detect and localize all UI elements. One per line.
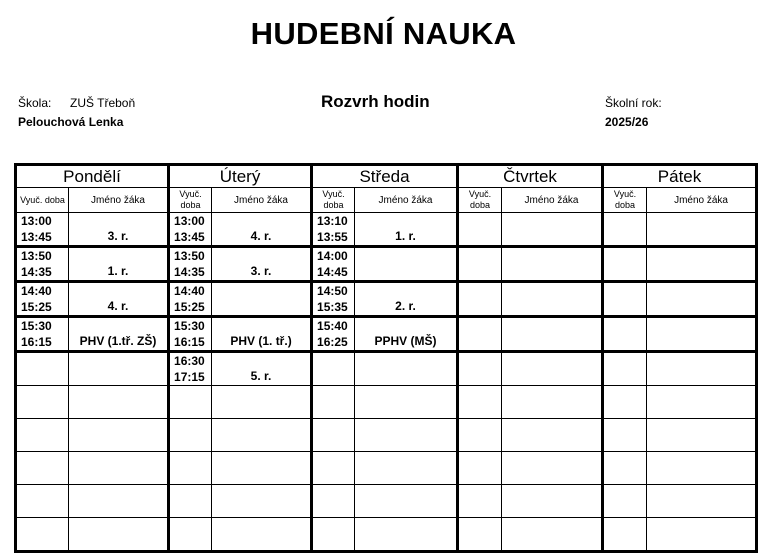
student-name: 1. r. bbox=[107, 264, 129, 278]
lesson-start: 13:00 bbox=[174, 214, 205, 228]
school-label: Škola: bbox=[18, 96, 52, 110]
student-name: 1. r. bbox=[395, 229, 416, 243]
student-cell bbox=[355, 352, 458, 386]
page-title: HUDEBNÍ NAUKA bbox=[250, 16, 517, 51]
time-cell bbox=[312, 518, 355, 552]
time-cell bbox=[458, 282, 502, 317]
lesson-end: 13:45 bbox=[174, 230, 205, 244]
lesson-end: 15:25 bbox=[174, 300, 205, 314]
time-cell bbox=[169, 317, 212, 352]
time-cell bbox=[603, 419, 647, 452]
time-cell bbox=[458, 452, 502, 485]
student-cell bbox=[502, 485, 603, 518]
lesson-end: 15:25 bbox=[21, 300, 52, 314]
lesson-end: 15:35 bbox=[317, 300, 348, 314]
time-cell bbox=[458, 317, 502, 352]
student-cell bbox=[69, 282, 169, 317]
time-cell bbox=[312, 282, 355, 317]
schedule-row bbox=[16, 485, 757, 518]
student-name: 3. r. bbox=[107, 229, 129, 243]
lesson-start: 13:50 bbox=[174, 249, 205, 263]
student-cell bbox=[212, 452, 312, 485]
student-cell bbox=[355, 282, 458, 317]
school-year-label: Školní rok: bbox=[605, 96, 662, 110]
time-cell bbox=[458, 386, 502, 419]
student-cell bbox=[212, 282, 312, 317]
schedule-row bbox=[16, 419, 757, 452]
time-cell bbox=[169, 386, 212, 419]
time-cell bbox=[603, 317, 647, 352]
lesson-start: 13:50 bbox=[21, 249, 52, 263]
lesson-start: 14:00 bbox=[317, 249, 348, 263]
time-cell bbox=[312, 452, 355, 485]
student-cell bbox=[647, 213, 757, 247]
student-cell bbox=[355, 518, 458, 552]
student-name: PPHV (MŠ) bbox=[374, 334, 437, 348]
schedule-row bbox=[16, 282, 757, 317]
student-cell bbox=[69, 247, 169, 282]
time-cell bbox=[16, 386, 69, 419]
time-cell bbox=[458, 419, 502, 452]
student-cell bbox=[502, 317, 603, 352]
student-cell bbox=[69, 452, 169, 485]
lesson-start: 14:40 bbox=[21, 284, 52, 298]
lesson-start: 16:30 bbox=[174, 354, 205, 368]
schedule-row bbox=[16, 213, 757, 247]
student-cell bbox=[355, 419, 458, 452]
col-time-header: Vyuč. doba bbox=[312, 188, 355, 213]
student-name: 5. r. bbox=[250, 369, 272, 383]
student-cell bbox=[69, 518, 169, 552]
student-cell bbox=[212, 386, 312, 419]
student-cell bbox=[647, 452, 757, 485]
student-cell bbox=[502, 452, 603, 485]
time-cell bbox=[603, 485, 647, 518]
time-cell bbox=[603, 247, 647, 282]
student-cell bbox=[212, 213, 312, 247]
student-cell bbox=[212, 317, 312, 352]
col-time-header: Vyuč. doba bbox=[169, 188, 212, 213]
student-cell bbox=[647, 247, 757, 282]
student-cell bbox=[502, 282, 603, 317]
student-cell bbox=[647, 317, 757, 352]
time-cell bbox=[458, 485, 502, 518]
student-cell bbox=[355, 485, 458, 518]
student-cell bbox=[502, 213, 603, 247]
student-cell bbox=[69, 317, 169, 352]
lesson-start: 15:30 bbox=[174, 319, 205, 333]
student-name: PHV (1.tř. ZŠ) bbox=[79, 334, 157, 348]
time-cell bbox=[458, 213, 502, 247]
time-cell bbox=[603, 452, 647, 485]
time-cell bbox=[16, 247, 69, 282]
schedule-row bbox=[16, 518, 757, 552]
student-cell bbox=[69, 485, 169, 518]
time-cell bbox=[312, 213, 355, 247]
student-cell bbox=[212, 518, 312, 552]
time-cell bbox=[169, 213, 212, 247]
student-cell bbox=[647, 419, 757, 452]
schedule-row bbox=[16, 386, 757, 419]
student-name: PHV (1. tř.) bbox=[230, 334, 292, 348]
time-cell bbox=[169, 282, 212, 317]
time-cell bbox=[169, 352, 212, 386]
time-cell bbox=[169, 452, 212, 485]
time-cell bbox=[16, 518, 69, 552]
student-cell bbox=[647, 282, 757, 317]
time-cell bbox=[603, 352, 647, 386]
school-year-value: 2025/26 bbox=[605, 115, 649, 129]
time-cell bbox=[458, 518, 502, 552]
time-cell bbox=[169, 485, 212, 518]
schedule-row bbox=[16, 247, 757, 282]
col-name-header: Jméno žáka bbox=[355, 188, 458, 213]
day-thursday: Čtvrtek bbox=[458, 165, 603, 188]
student-cell bbox=[212, 485, 312, 518]
teacher-name: Pelouchová Lenka bbox=[18, 115, 124, 129]
student-name: 2. r. bbox=[395, 299, 416, 313]
student-cell bbox=[212, 352, 312, 386]
student-cell bbox=[69, 352, 169, 386]
time-cell bbox=[16, 282, 69, 317]
lesson-end: 13:45 bbox=[21, 230, 52, 244]
col-name-header: Jméno žáka bbox=[69, 188, 169, 213]
lesson-start: 13:00 bbox=[21, 214, 52, 228]
time-cell bbox=[603, 518, 647, 552]
time-cell bbox=[16, 485, 69, 518]
student-cell bbox=[355, 317, 458, 352]
lesson-start: 15:30 bbox=[21, 319, 52, 333]
time-cell bbox=[16, 452, 69, 485]
time-cell bbox=[603, 282, 647, 317]
lesson-end: 13:55 bbox=[317, 230, 348, 244]
student-cell bbox=[69, 213, 169, 247]
time-cell bbox=[16, 317, 69, 352]
student-cell bbox=[355, 452, 458, 485]
student-cell bbox=[502, 386, 603, 419]
time-cell bbox=[312, 419, 355, 452]
time-cell bbox=[312, 352, 355, 386]
student-name: 4. r. bbox=[250, 229, 272, 243]
day-friday: Pátek bbox=[603, 165, 757, 188]
student-cell bbox=[502, 352, 603, 386]
time-cell bbox=[312, 485, 355, 518]
day-tuesday: Úterý bbox=[169, 165, 312, 188]
lesson-end: 16:25 bbox=[317, 335, 348, 349]
student-cell bbox=[69, 386, 169, 419]
student-cell bbox=[502, 247, 603, 282]
time-cell bbox=[458, 247, 502, 282]
student-cell bbox=[355, 213, 458, 247]
lesson-end: 17:15 bbox=[174, 370, 205, 384]
student-cell bbox=[212, 247, 312, 282]
student-cell bbox=[502, 419, 603, 452]
time-cell bbox=[312, 386, 355, 419]
lesson-end: 16:15 bbox=[174, 335, 205, 349]
schedule-row bbox=[16, 452, 757, 485]
col-time-header: Vyuč. doba bbox=[603, 188, 647, 213]
time-cell bbox=[312, 247, 355, 282]
student-name: 3. r. bbox=[250, 264, 272, 278]
schedule-table bbox=[14, 163, 758, 553]
day-monday: Pondělí bbox=[16, 165, 169, 188]
lesson-end: 14:35 bbox=[174, 265, 205, 279]
time-cell bbox=[16, 213, 69, 247]
student-cell bbox=[647, 485, 757, 518]
student-cell bbox=[212, 419, 312, 452]
student-name: 4. r. bbox=[107, 299, 129, 313]
student-cell bbox=[355, 247, 458, 282]
lesson-start: 13:10 bbox=[317, 214, 348, 228]
lesson-end: 14:45 bbox=[317, 265, 348, 279]
schedule-row bbox=[16, 317, 757, 352]
student-cell bbox=[647, 386, 757, 419]
lesson-end: 14:35 bbox=[21, 265, 52, 279]
time-cell bbox=[603, 386, 647, 419]
student-cell bbox=[355, 386, 458, 419]
time-cell bbox=[169, 419, 212, 452]
col-name-header: Jméno žáka bbox=[647, 188, 757, 213]
time-cell bbox=[169, 247, 212, 282]
student-cell bbox=[69, 419, 169, 452]
school-value: ZUŠ Třeboň bbox=[70, 96, 136, 110]
time-cell bbox=[16, 419, 69, 452]
col-time-header: Vyuč. doba bbox=[458, 188, 502, 213]
time-cell bbox=[603, 213, 647, 247]
time-cell bbox=[16, 352, 69, 386]
col-name-header: Jméno žáka bbox=[212, 188, 312, 213]
student-cell bbox=[647, 518, 757, 552]
day-wednesday: Středa bbox=[312, 165, 458, 188]
time-cell bbox=[458, 352, 502, 386]
schedule-subtitle: Rozvrh hodin bbox=[321, 92, 430, 111]
student-cell bbox=[502, 518, 603, 552]
student-cell bbox=[647, 352, 757, 386]
col-name-header: Jméno žáka bbox=[502, 188, 603, 213]
time-cell bbox=[312, 317, 355, 352]
lesson-start: 14:50 bbox=[317, 284, 348, 298]
lesson-start: 15:40 bbox=[317, 319, 348, 333]
col-time-header: Vyuč. doba bbox=[16, 188, 69, 213]
lesson-end: 16:15 bbox=[21, 335, 52, 349]
time-cell bbox=[169, 518, 212, 552]
lesson-start: 14:40 bbox=[174, 284, 205, 298]
schedule-row bbox=[16, 352, 757, 386]
